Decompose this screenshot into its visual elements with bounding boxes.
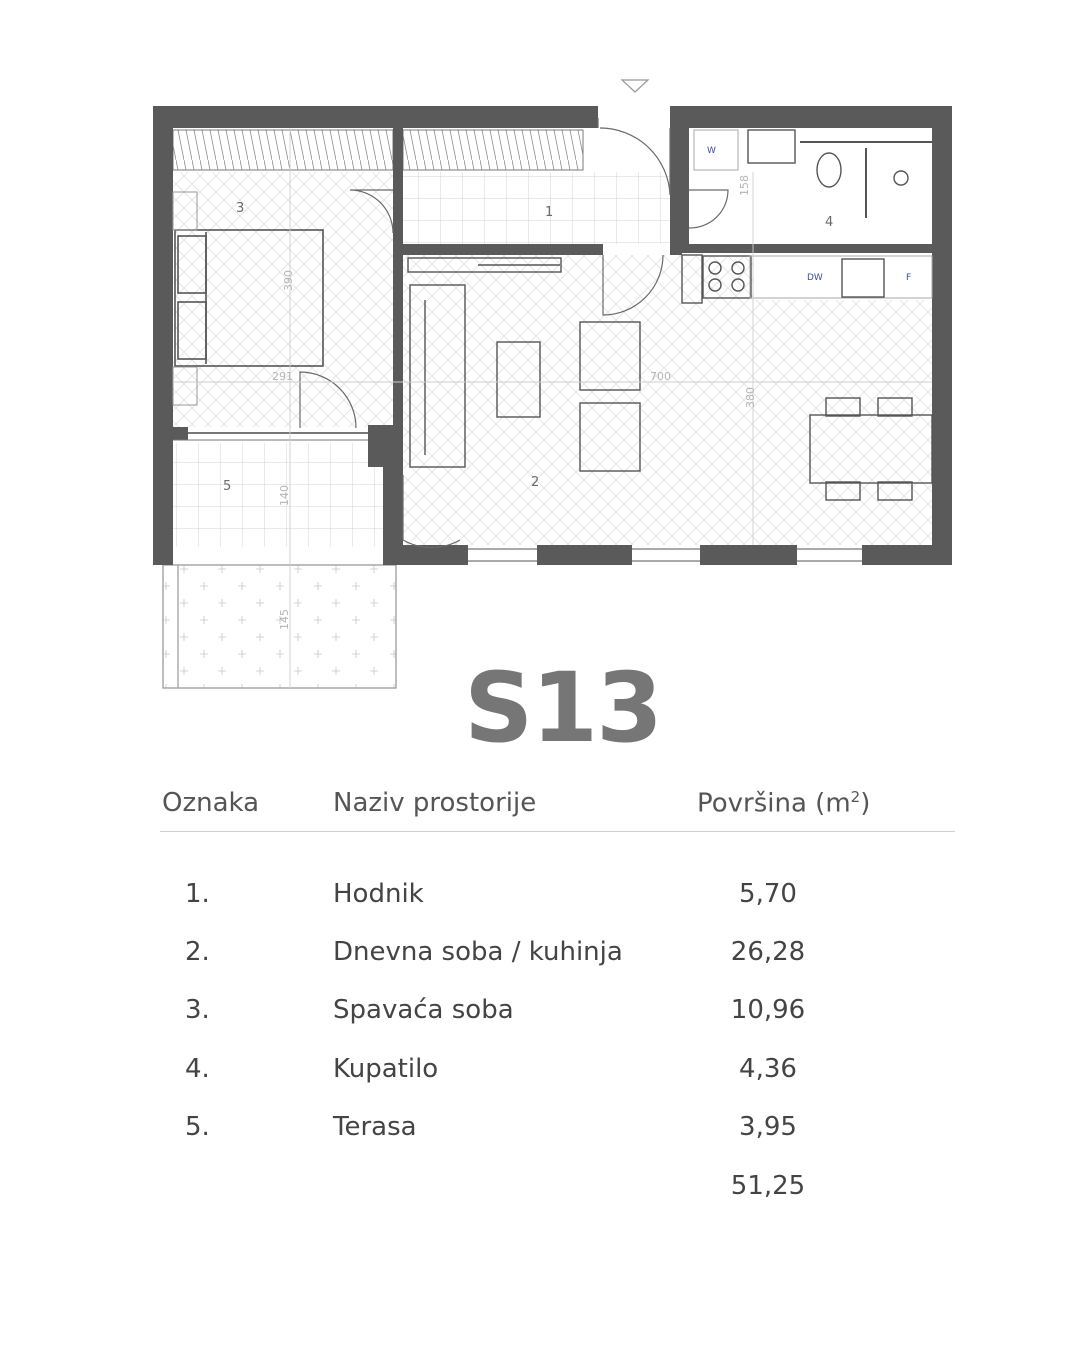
row-area: 10,96 xyxy=(730,995,806,1025)
dimension-label: 390 xyxy=(282,270,295,291)
header-rule xyxy=(160,831,955,832)
header-name: Naziv prostorije xyxy=(333,788,537,818)
row-mark: 1. xyxy=(185,879,210,909)
fridge-label: F xyxy=(906,273,912,283)
row-name: Terasa xyxy=(333,1112,417,1142)
row-name: Spavaća soba xyxy=(333,995,514,1025)
dimension-label: 158 xyxy=(738,175,751,196)
dimension-label: 291 xyxy=(272,370,293,383)
dimension-label: 140 xyxy=(278,485,291,506)
row-name: Kupatilo xyxy=(333,1054,439,1084)
room-number: 3 xyxy=(236,201,245,216)
header-area: Površina $(m^2)$ xyxy=(697,788,871,819)
header-mark: Oznaka xyxy=(162,788,260,818)
row-mark: 4. xyxy=(185,1054,210,1084)
row-area: 3,95 xyxy=(739,1112,797,1142)
unit-title: S13 xyxy=(464,652,661,764)
row-name: Hodnik xyxy=(333,879,424,909)
room-number: 5 xyxy=(223,479,232,494)
row-name: Dnevna soba / kuhinja xyxy=(333,937,623,967)
total-area: 51,25 xyxy=(730,1171,806,1201)
row-area: 5,70 xyxy=(739,879,797,909)
row-area: 26,28 xyxy=(730,937,806,967)
dimension-label: 145 xyxy=(278,609,291,630)
washer-label: W xyxy=(707,146,716,156)
row-mark: 2. xyxy=(185,937,210,967)
room-number: 2 xyxy=(531,475,540,490)
room-number: 1 xyxy=(545,205,554,220)
dimension-label: 380 xyxy=(744,387,757,408)
row-area: 4,36 xyxy=(739,1054,797,1084)
row-mark: 3. xyxy=(185,995,210,1025)
dishwasher-label: DW xyxy=(807,273,823,283)
room-number: 4 xyxy=(825,215,834,230)
row-mark: 5. xyxy=(185,1112,210,1142)
dimension-label: 700 xyxy=(650,370,671,383)
